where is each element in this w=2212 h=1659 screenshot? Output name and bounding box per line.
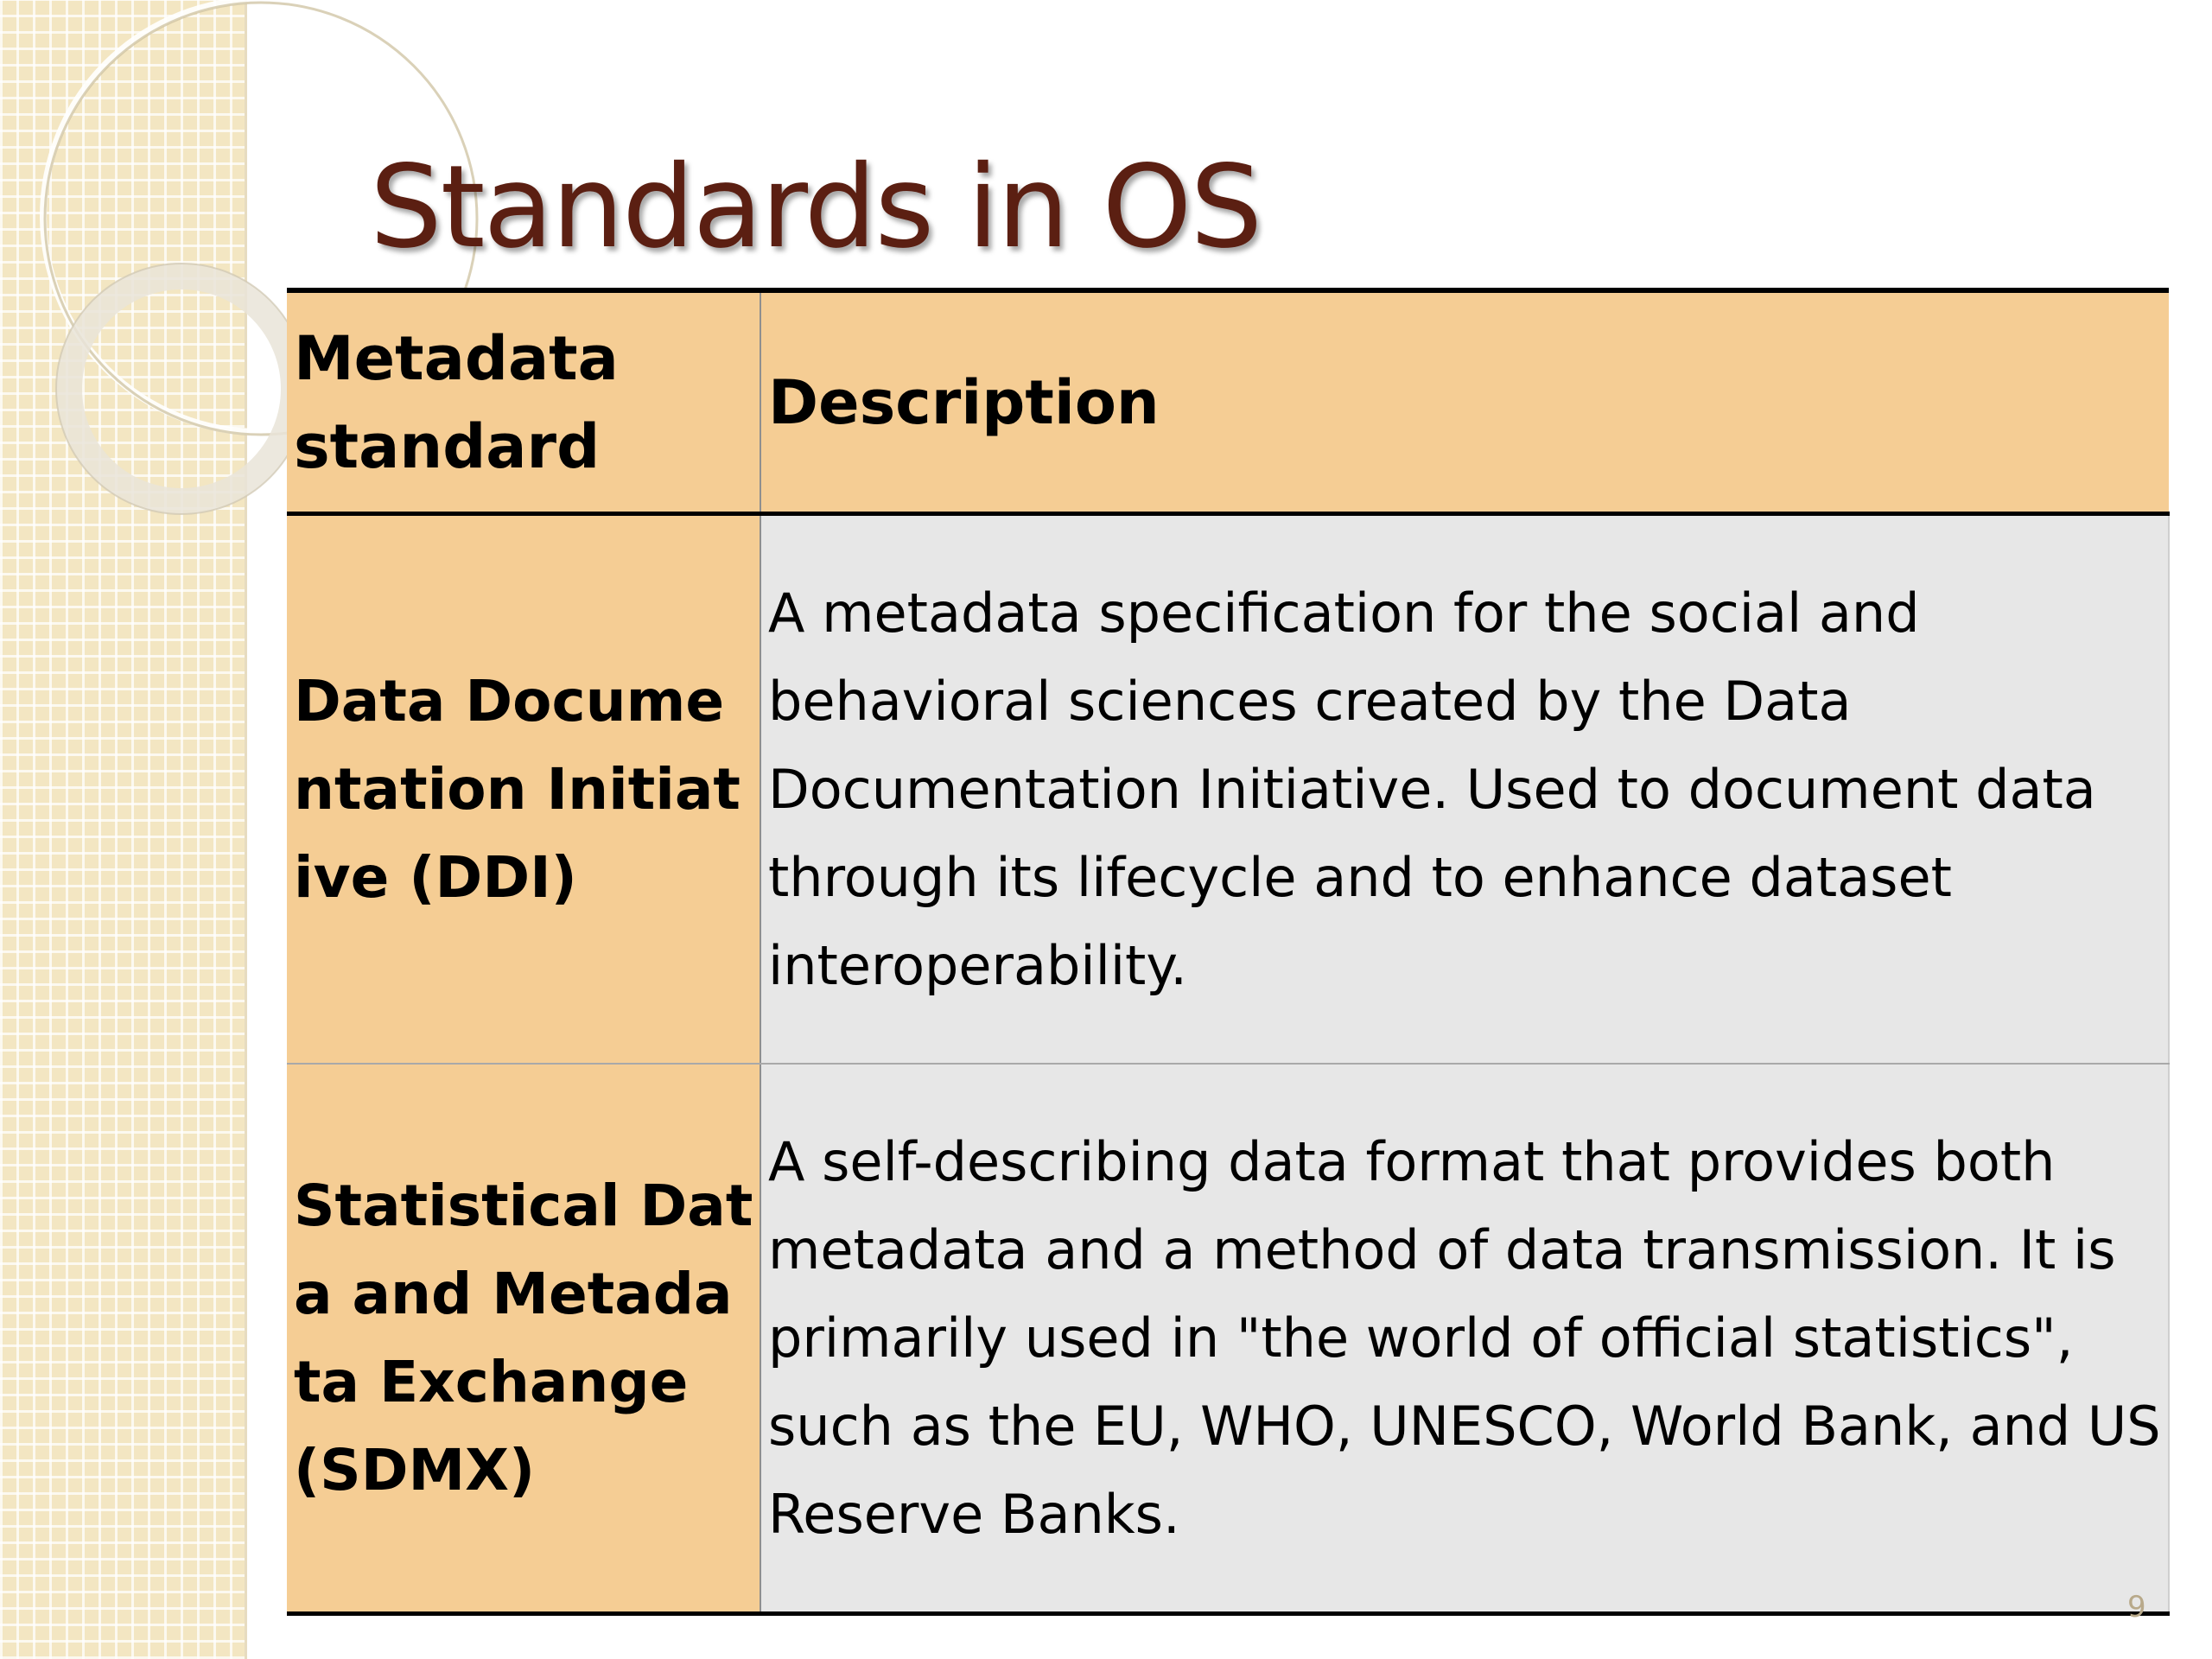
description-cell: A metadata specification for the social and behavioral sciences created by the Data Documentation Initiative. Used to document data through its lifecycle and to enhance dataset interoperability. (760, 514, 2169, 1065)
standard-name-cell: Statistical Data and Metadata Exchange (SDMX) (287, 1064, 760, 1614)
table-header-row (287, 290, 2169, 514)
table-row (287, 514, 2169, 1065)
column-header-description: Description (760, 290, 2169, 514)
slide-title: Standards in OS (370, 141, 1262, 274)
small-ring (69, 276, 294, 501)
page-number: 9 (2127, 1590, 2146, 1624)
standard-name-cell: Data Documentation Initiative (DDI) (287, 514, 760, 1065)
column-header-standard: Metadata standard (287, 290, 760, 514)
description-cell: A self-describing data format that provides both metadata and a method of data transmission. It is primarily used in "the world of official statistics", such as the EU, WHO, UNESCO, World Bank, and US Reserve Banks. (760, 1064, 2169, 1614)
standards-table (287, 288, 2170, 1616)
table-row (287, 1064, 2169, 1614)
